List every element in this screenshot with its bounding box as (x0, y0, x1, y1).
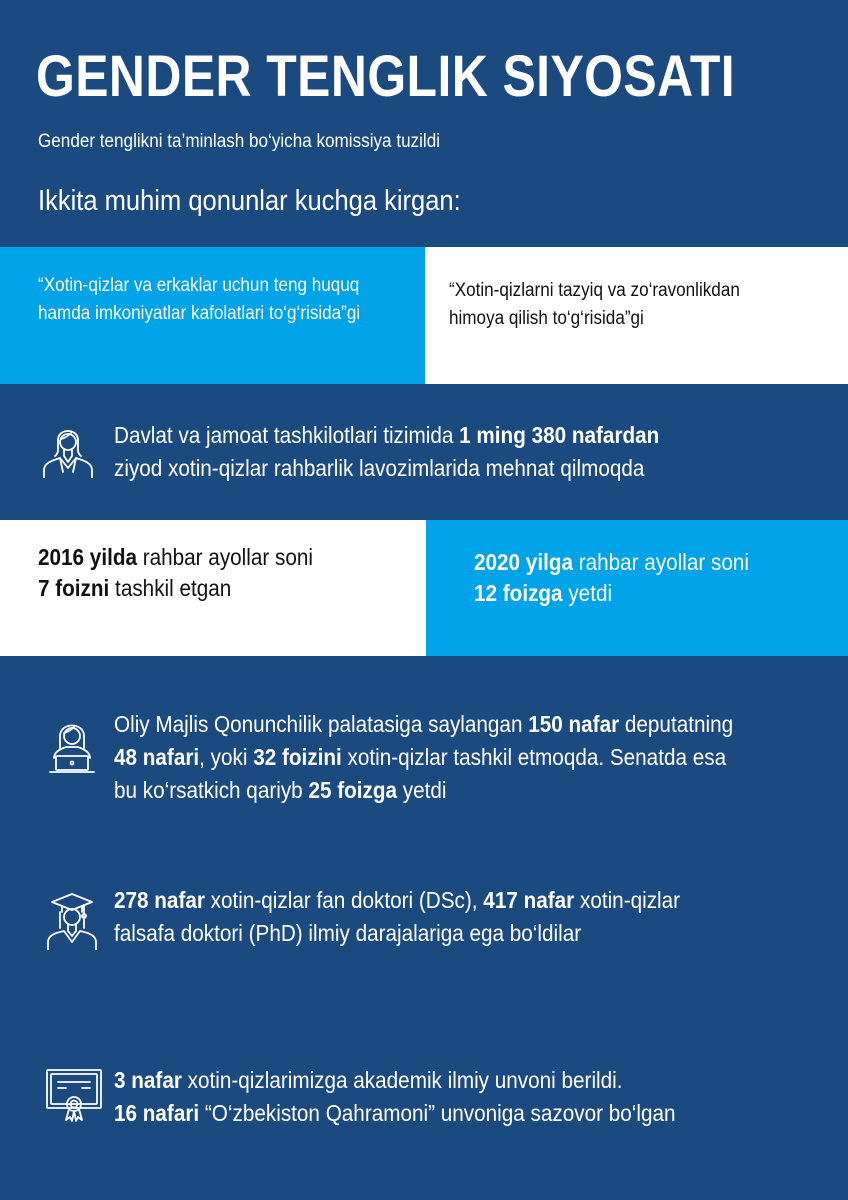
graduate-icon (42, 890, 102, 950)
awards-text: 3 nafar xotin-qizlarimizga akademik ilmiy unvoni berildi. 16 nafari “O‘zbekiston Qahramoni” unvoniga sazovor bo‘lgan (114, 1067, 676, 1126)
law-equal-rights-text: “Xotin-qizlar va erkaklar uchun teng huquq hamda imkoniyatlar kafolatlari to‘g‘risida”gi (38, 275, 361, 324)
science-text: 278 nafar xotin-qizlar fan doktori (DSc), 417 nafar xotin-qizlar falsafa doktori (PhD) ilmiy darajalariga ega bo‘ldilar (114, 887, 681, 946)
woman-laptop-icon (42, 716, 102, 776)
parliament-text: Oliy Majlis Qonunchilik palatasiga saylangan 150 nafar deputatning 48 nafari, yoki 32 foizini xotin-qizlar tashkil etmoqda. Senatda esa bu ko‘rsatkich qariyb 25 foizga yetdi (114, 711, 734, 803)
stat-2016-text: 2016 yilda rahbar ayollar soni 7 foizni tashkil etgan (38, 544, 314, 601)
stat-2016-box (0, 520, 426, 656)
page-subtitle: Gender tenglikni ta’minlash bo‘yicha komissiya tuzildi (38, 131, 441, 152)
stat-2020-box (426, 520, 848, 656)
certificate-icon (44, 1064, 104, 1124)
stat-2020-text: 2020 yilga rahbar ayollar soni 12 foizga yetdi (474, 549, 750, 606)
page-title: GENDER TENGLIK SIYOSATI (36, 44, 736, 109)
laws-heading: Ikkita muhim qonunlar kuchga kirgan: (38, 185, 461, 217)
law-equal-rights-box (0, 247, 425, 384)
law-violence-protection-box (425, 247, 848, 384)
leadership-text: Davlat va jamoat tashkilotlari tizimida 1 ming 380 nafardan ziyod xotin-qizlar rahbarlik lavozimlarida mehnat qilmoqda (114, 422, 660, 481)
law-violence-protection-text: “Xotin-qizlarni tazyiq va zo‘ravonlikdan himoya qilish to‘g‘risida”gi (449, 280, 740, 329)
businesswoman-icon (38, 418, 98, 478)
